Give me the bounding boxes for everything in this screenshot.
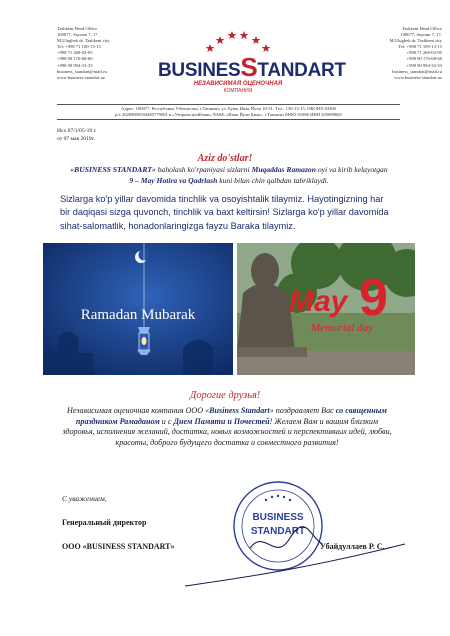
office-address-right: Tashkent Head Office 100077, Sayram 7, 17, M.Ulughek dr. Tashkent city Tel: +998 71 100-13-15 +998 71 268-02-95 +998 90 176-68-60 +998 90 994-33-33 business_standart@mail.ru www.business-standart.uz: [389, 26, 442, 80]
logo-wordmark: BUSINESSTANDART: [158, 52, 346, 82]
stamp-stars-icon: [265, 495, 291, 501]
paragraph-uzbek-2: Sizlarga ko'p yillar davomida tinchlik va osoyishtalik tilaymiz. Hayotingizning har bir daqiqasi sizga quvonch, tinchlik va baxt keltirsin! Sizlarga ko'p yillar davomida sihat-salomatlik, honadonlaringizga fayzu Baraka tilaymiz.: [60, 194, 389, 231]
may-text: May: [289, 285, 348, 318]
logo-subtitle: НЕЗАВИСИМАЯ ОЦЕНОЧНАЯ: [193, 81, 283, 87]
company-logo: [158, 30, 346, 100]
address-line-1: Адрес: 100077, Республика Узбекистан, г.Ташкент, ул. Буюк Ипак Йули 18-31, Тел.: 150-13-15, ОКОНХ 84300: [121, 106, 336, 111]
stamp-text-top: BUSINESS: [252, 512, 304, 523]
header-divider: [57, 104, 400, 105]
may-number: 9: [359, 269, 388, 327]
ramadan-text: Ramadan Mubarak: [80, 307, 196, 323]
paragraph-uzbek-1: «BUSINESS STANDART» baholash ko'rpaniyasi sizlarni Muqaddas Ramazon oyi va kirib kelayotgan 9 – May Hotira va Qadrlash kuni bilan chin qalbdan tabriklaydi.: [70, 165, 388, 185]
greeting-uzbek: Aziz do'stlar!: [197, 153, 253, 164]
reference-date: от 07 мая 2019г.: [57, 135, 95, 142]
reference-block: [57, 128, 97, 143]
regards-text: С уважением,: [62, 494, 107, 503]
may-9-image: [237, 243, 415, 375]
logo-stars-icon: [202, 30, 274, 54]
signature-line: [180, 540, 410, 590]
greeting-russian: Дорогие друзья!: [189, 390, 261, 401]
signer-name: Убайдуллаев Р. С.: [320, 542, 385, 551]
address-line-2: р/с 20208000504485779001 в «Узпромстройбанк» ЧАКБ «Ипак Йули Банк», г.Ташкент МФО 01086 ИНН 205699665: [115, 112, 342, 117]
office-address-left: Tashkent Head Office 100077, Sayram 7, 17, M.Ulughek dr. Tashkent city Tel: +998 71 100-13-15 +998 71 268-02-95 +998 90 176-68-60 +998 90 994-33-33 business_standart@mail.ru www.business-standart.uz: [57, 26, 110, 80]
logo-company: КОМПАНИЯ: [223, 88, 253, 94]
stamp-text-bottom: STANDART: [250, 526, 306, 537]
address-divider: [57, 119, 400, 120]
ramadan-image: [43, 243, 233, 375]
paragraph-russian: Независимая оценочная компания ООО «Business Standart» поздравляет Вас со священным праздником Рамаданом и с Днем Памяти и Почестей! Желаем Вам и вашим близким здоровья, исполнения желаний, достатка, новых возможностей и перспективных идей, любви, красоты, доброго будущего достатка и совместного развития!: [62, 406, 392, 447]
memorial-text: Memorial day: [311, 322, 374, 334]
signature-company: ООО «BUSINESS STANDART»: [62, 542, 175, 551]
reference-number: Исх 07/1/05-19 г.: [57, 128, 97, 134]
director-title: Генеральный директор: [62, 518, 147, 527]
